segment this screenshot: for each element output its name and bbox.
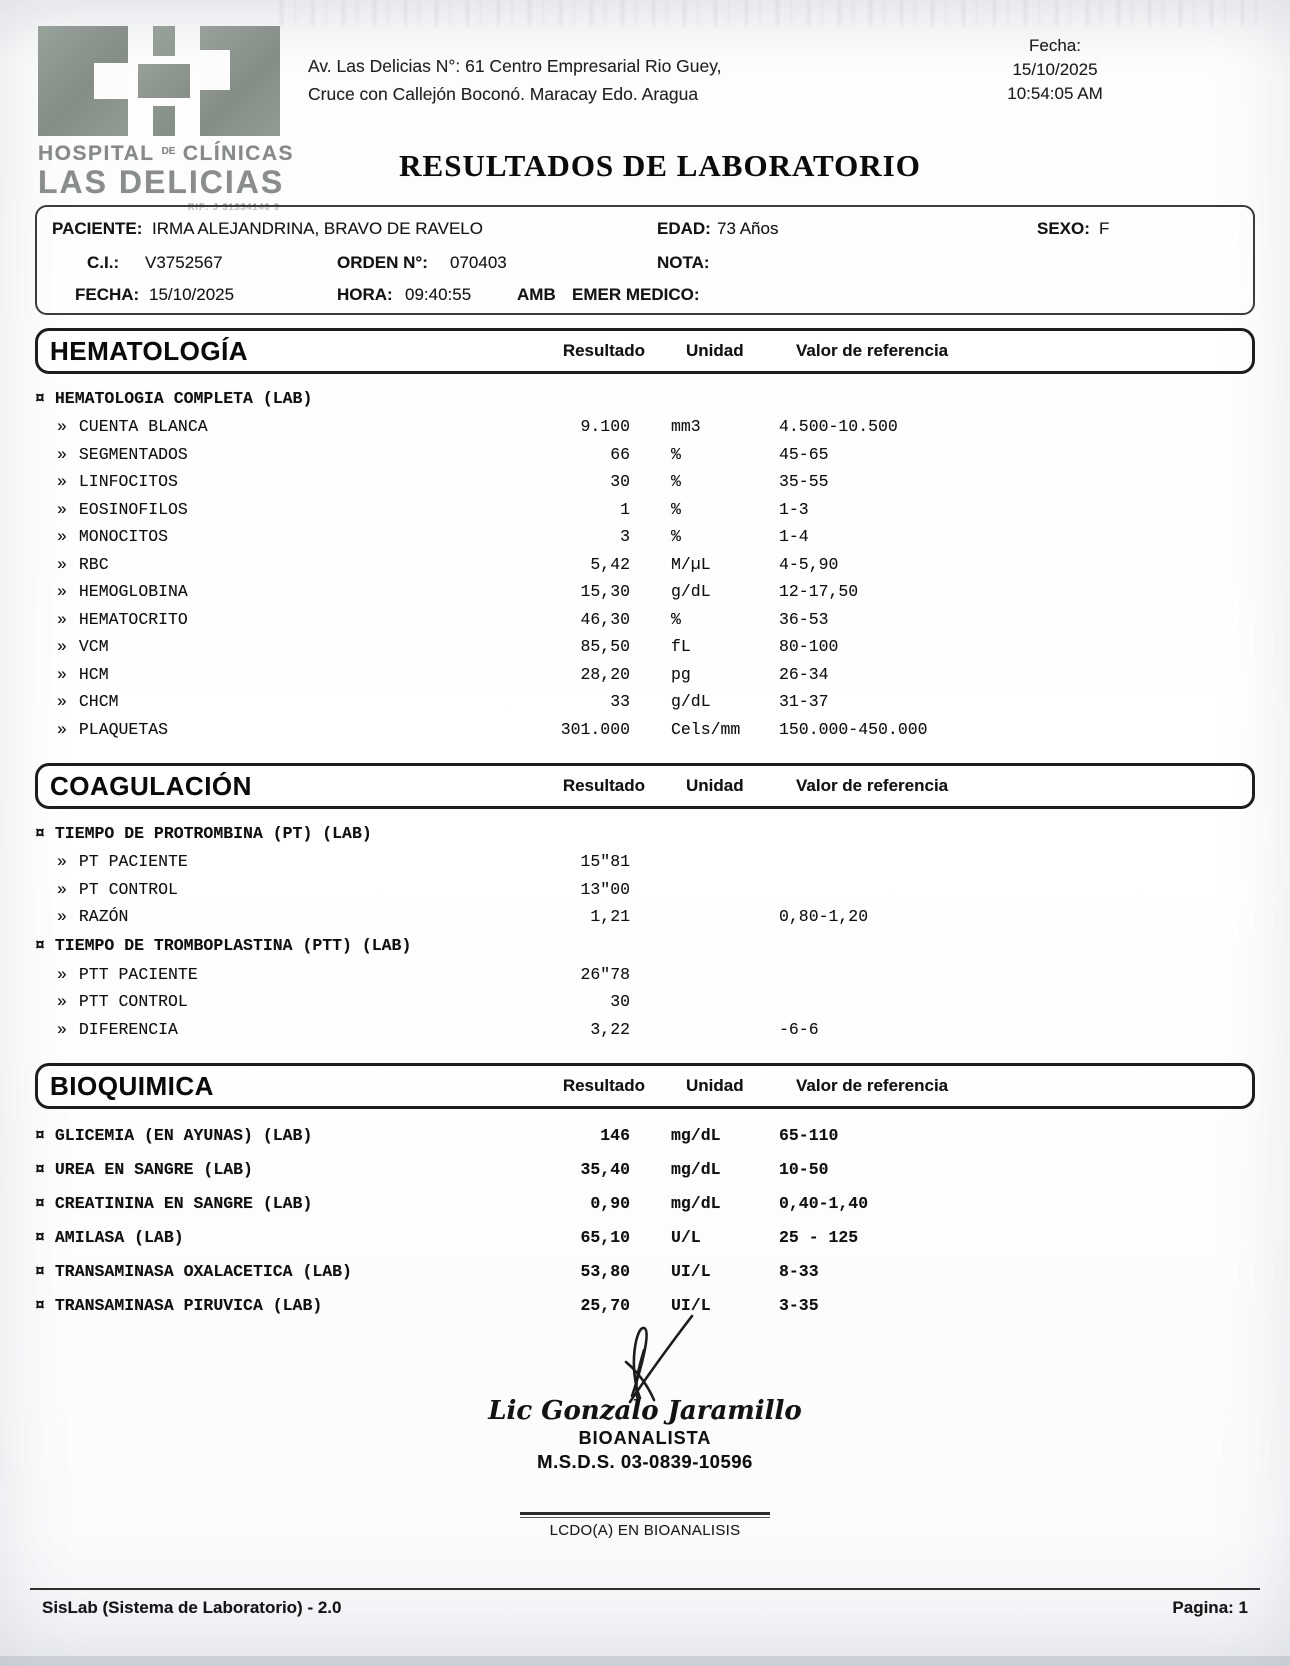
group-row [35,383,1255,413]
hospital-logo [38,26,294,212]
unit-value: % [671,527,681,547]
order-label: ORDEN N°: [337,253,428,272]
test-marker-icon: » [57,907,67,927]
test-row [35,496,1255,524]
reference-value: 4-5,90 [779,554,839,574]
test-row [35,441,1255,469]
column-header-referencia: Valor de referencia [796,776,949,795]
note-label: NOTA: [657,253,710,272]
test-name: » CUENTA BLANCA [57,417,208,437]
test-row [35,688,1255,716]
group-marker-icon: ¤ [35,388,45,408]
section-title: COAGULACIÓN [50,770,252,801]
print-date-label: Fecha: [1029,36,1081,55]
sample-date-value: 15/10/2025 [149,285,235,304]
group-row [35,1254,1255,1288]
section-title: HEMATOLOGÍA [50,335,249,366]
patient-name: IRMA ALEJANDRINA, BRAVO DE RAVELO [152,219,483,238]
unit-value: mg/dL [671,1193,721,1213]
result-value: 28,20 [580,664,630,684]
section-body [35,1109,1255,1322]
result-value: 5,42 [590,554,630,574]
age-value: 73 Años [717,219,779,238]
document-title: RESULTADOS DE LABORATORIO [399,148,921,183]
lcdo-signature-line [520,1512,770,1539]
sex-value: F [1099,219,1110,238]
result-value: 3 [620,527,630,547]
reference-value: 26-34 [779,664,829,684]
group-marker-icon: ¤ [35,1227,45,1247]
group-name: ¤ CREATININA EN SANGRE (LAB) [35,1193,313,1213]
reference-value: 36-53 [779,609,829,629]
test-marker-icon: » [57,1019,67,1039]
sample-time-value: 09:40:55 [405,285,472,304]
unit-value: pg [671,664,691,684]
test-marker-icon: » [57,992,67,1012]
reference-value: 25 - 125 [779,1227,859,1247]
hospital-name-line2: LAS DELICIAS [38,164,285,200]
footer-system-name: SisLab (Sistema de Laboratorio) - 2.0 [42,1598,342,1617]
group-name: ¤ TIEMPO DE TROMBOPLASTINA (PTT) (LAB) [35,936,412,955]
test-row [35,523,1255,551]
test-marker-icon: » [57,554,67,574]
reference-value: 80-100 [779,637,839,657]
result-value: 66 [610,444,630,464]
test-marker-icon: » [57,719,67,739]
test-marker-icon: » [57,527,67,547]
reference-value: 45-65 [779,444,829,464]
sex-label: SEXO: [1037,219,1090,238]
section-header-bioquimica [35,1063,1255,1109]
unit-value: % [671,444,681,464]
result-value: 65,10 [580,1227,630,1247]
analyst-msds: M.S.D.S. 03-0839-10596 [537,1451,753,1472]
section-body [35,809,1255,1043]
footer-page-number: Pagina: 1 [1172,1598,1248,1617]
unit-value: Cels/mm [671,719,741,739]
reference-value: 0,40-1,40 [779,1193,869,1213]
footer-rule [30,1588,1260,1590]
section-hematologia [35,328,1255,743]
unit-value: fL [671,637,691,657]
group-marker-icon: ¤ [35,936,45,955]
unit-value: % [671,499,681,519]
reference-value: 65-110 [779,1125,839,1145]
test-name: » CHCM [57,692,119,712]
test-row [35,961,1255,989]
print-time-value: 10:54:05 AM [1007,84,1103,103]
result-value: 35,40 [580,1159,630,1179]
result-value: 85,50 [580,637,630,657]
group-row [35,818,1255,848]
test-name: » PLAQUETAS [57,719,169,739]
reference-value: 150.000-450.000 [779,719,928,739]
section-bioquimica [35,1063,1255,1322]
unit-value: mg/dL [671,1125,721,1145]
unit-value: UI/L [671,1295,711,1315]
group-row [35,1152,1255,1186]
age-label: EDAD: [657,219,711,238]
group-marker-icon: ¤ [35,1193,45,1213]
group-marker-icon: ¤ [35,1261,45,1281]
group-row [35,1186,1255,1220]
test-name: » LINFOCITOS [57,472,178,492]
reference-value: 3-35 [779,1295,819,1315]
result-value: 25,70 [580,1295,630,1315]
result-value: 0,90 [590,1193,630,1213]
test-name: » VCM [57,637,109,657]
test-name: » PTT CONTROL [57,992,188,1012]
group-row [35,1118,1255,1152]
test-marker-icon: » [57,499,67,519]
test-name: » RBC [57,554,109,574]
result-value: 301.000 [560,719,630,739]
group-name: ¤ GLICEMIA (EN AYUNAS) (LAB) [35,1125,313,1145]
logo-left-block [38,26,128,136]
reference-value: 1-4 [779,527,809,547]
test-row [35,633,1255,661]
group-name: ¤ HEMATOLOGIA COMPLETA (LAB) [35,388,313,408]
result-value: 30 [610,992,630,1012]
result-value: 15"81 [580,852,630,872]
test-marker-icon: » [57,664,67,684]
unit-value: mg/dL [671,1159,721,1179]
group-name: ¤ AMILASA (LAB) [35,1227,184,1247]
reference-value: 4.500-10.500 [779,417,898,437]
test-marker-icon: » [57,582,67,602]
column-header-resultado: Resultado [562,776,645,795]
column-header-referencia: Valor de referencia [796,341,949,360]
result-value: 3,22 [590,1019,630,1039]
test-row [35,876,1255,904]
patient-info-box [35,205,1255,315]
lcdo-label: LCDO(A) EN BIOANALISIS [549,1522,741,1539]
column-header-unidad: Unidad [686,776,744,795]
print-date-block [980,34,1130,106]
test-row [35,661,1255,689]
section-coagulacion [35,763,1255,1043]
amb-label: AMB [517,285,556,304]
reference-value: 35-55 [779,472,829,492]
group-marker-icon: ¤ [35,823,45,843]
reference-value: 10-50 [779,1159,829,1179]
group-row [35,1220,1255,1254]
test-row [35,551,1255,579]
test-marker-icon: » [57,852,67,872]
group-marker-icon: ¤ [35,1159,45,1179]
logo-right-block [200,26,280,136]
result-value: 26"78 [580,964,630,984]
id-label: C.I.: [87,253,120,272]
result-value: 1 [620,499,630,519]
scan-edge-shadow [0,1656,1290,1666]
report-content [35,205,1255,1322]
test-name: » MONOCITOS [57,527,169,547]
unit-value: g/dL [671,582,711,602]
group-marker-icon: ¤ [35,1295,45,1315]
lab-sections [35,328,1255,1322]
test-row [35,903,1255,931]
result-value: 9.100 [580,417,630,437]
unit-value: U/L [671,1227,701,1247]
test-row [35,578,1255,606]
column-header-unidad: Unidad [686,341,744,360]
test-name: » RAZÓN [57,907,129,927]
address-line-1: Av. Las Delicias N°: 61 Centro Empresarial Rio Guey, [308,56,722,76]
reference-value: 8-33 [779,1261,819,1281]
group-name: ¤ TIEMPO DE PROTROMBINA (PT) (LAB) [35,823,372,843]
reference-value: 12-17,50 [779,582,859,602]
column-header-referencia: Valor de referencia [796,1076,949,1095]
group-name: ¤ TRANSAMINASA PIRUVICA (LAB) [35,1295,323,1315]
logo-word-de: DE [161,146,176,157]
analyst-role: BIOANALISTA [578,1428,712,1448]
test-marker-icon: » [57,879,67,899]
section-header-coagulacion [35,763,1255,809]
group-marker-icon: ¤ [35,1125,45,1145]
reference-value: -6-6 [779,1019,819,1039]
reference-value: 0,80-1,20 [779,907,869,927]
sample-time-label: HORA: [337,285,393,304]
test-row [35,848,1255,876]
group-row [35,931,1255,961]
section-body [35,374,1255,743]
test-name: » PT PACIENTE [57,852,188,872]
logo-cross-block [138,26,190,136]
address-line-2: Cruce con Callejón Boconó. Maracay Edo. Aragua [308,84,699,104]
unit-value: M/µL [671,554,711,574]
result-value: 30 [610,472,630,492]
order-value: 070403 [450,253,507,272]
unit-value: mm3 [671,417,701,437]
test-name: » HCM [57,664,109,684]
result-value: 46,30 [580,609,630,629]
column-header-resultado: Resultado [562,341,645,360]
result-value: 15,30 [580,582,630,602]
reference-value: 31-37 [779,692,829,712]
unit-value: g/dL [671,692,711,712]
signature-rule [520,1512,770,1518]
scan-noise-artifact [280,0,1270,26]
test-name: » EOSINOFILOS [57,499,188,519]
test-marker-icon: » [57,637,67,657]
signature-block [445,1310,845,1473]
analyst-name: Lic Gonzalo Jaramillo [488,1396,802,1426]
unit-value: % [671,609,681,629]
logo-word-clinicas: CLÍNICAS [182,142,294,165]
column-header-resultado: Resultado [562,1076,645,1095]
group-name: ¤ UREA EN SANGRE (LAB) [35,1159,253,1179]
test-row [35,716,1255,744]
test-marker-icon: » [57,417,67,437]
hospital-rif: RIF: J 31334140 9 [187,202,280,212]
test-row [35,413,1255,441]
reference-value: 1-3 [779,499,809,519]
emer-medico-label: EMER MEDICO: [572,285,700,304]
test-marker-icon: » [57,472,67,492]
test-marker-icon: » [57,444,67,464]
id-value: V3752567 [145,253,223,272]
unit-value: UI/L [671,1261,711,1281]
hospital-logo-icon [38,26,280,136]
hospital-name-line1 [38,142,294,166]
test-marker-icon: » [57,964,67,984]
print-date-value: 15/10/2025 [1012,60,1098,79]
hospital-address [308,52,722,108]
section-header-hematologia [35,328,1255,374]
test-name: » HEMOGLOBINA [57,582,188,602]
result-value: 146 [600,1125,630,1145]
signature-stroke-icon [580,1310,710,1410]
result-value: 33 [610,692,630,712]
test-name: » PT CONTROL [57,879,178,899]
test-marker-icon: » [57,609,67,629]
patient-label: PACIENTE: [52,219,143,238]
test-row [35,468,1255,496]
test-row [35,606,1255,634]
section-title: BIOQUIMICA [50,1070,214,1101]
group-name: ¤ TRANSAMINASA OXALACETICA (LAB) [35,1261,352,1281]
test-row [35,988,1255,1016]
result-value: 53,80 [580,1261,630,1281]
unit-value: % [671,472,681,492]
test-name: » SEGMENTADOS [57,444,188,464]
sample-date-label: FECHA: [75,285,140,304]
test-name: » HEMATOCRITO [57,609,188,629]
test-row [35,1016,1255,1044]
logo-word-hospital: HOSPITAL [38,142,155,165]
test-marker-icon: » [57,692,67,712]
result-value: 1,21 [590,907,630,927]
result-value: 13"00 [580,879,630,899]
column-header-unidad: Unidad [686,1076,744,1095]
test-name: » DIFERENCIA [57,1019,178,1039]
test-name: » PTT PACIENTE [57,964,198,984]
